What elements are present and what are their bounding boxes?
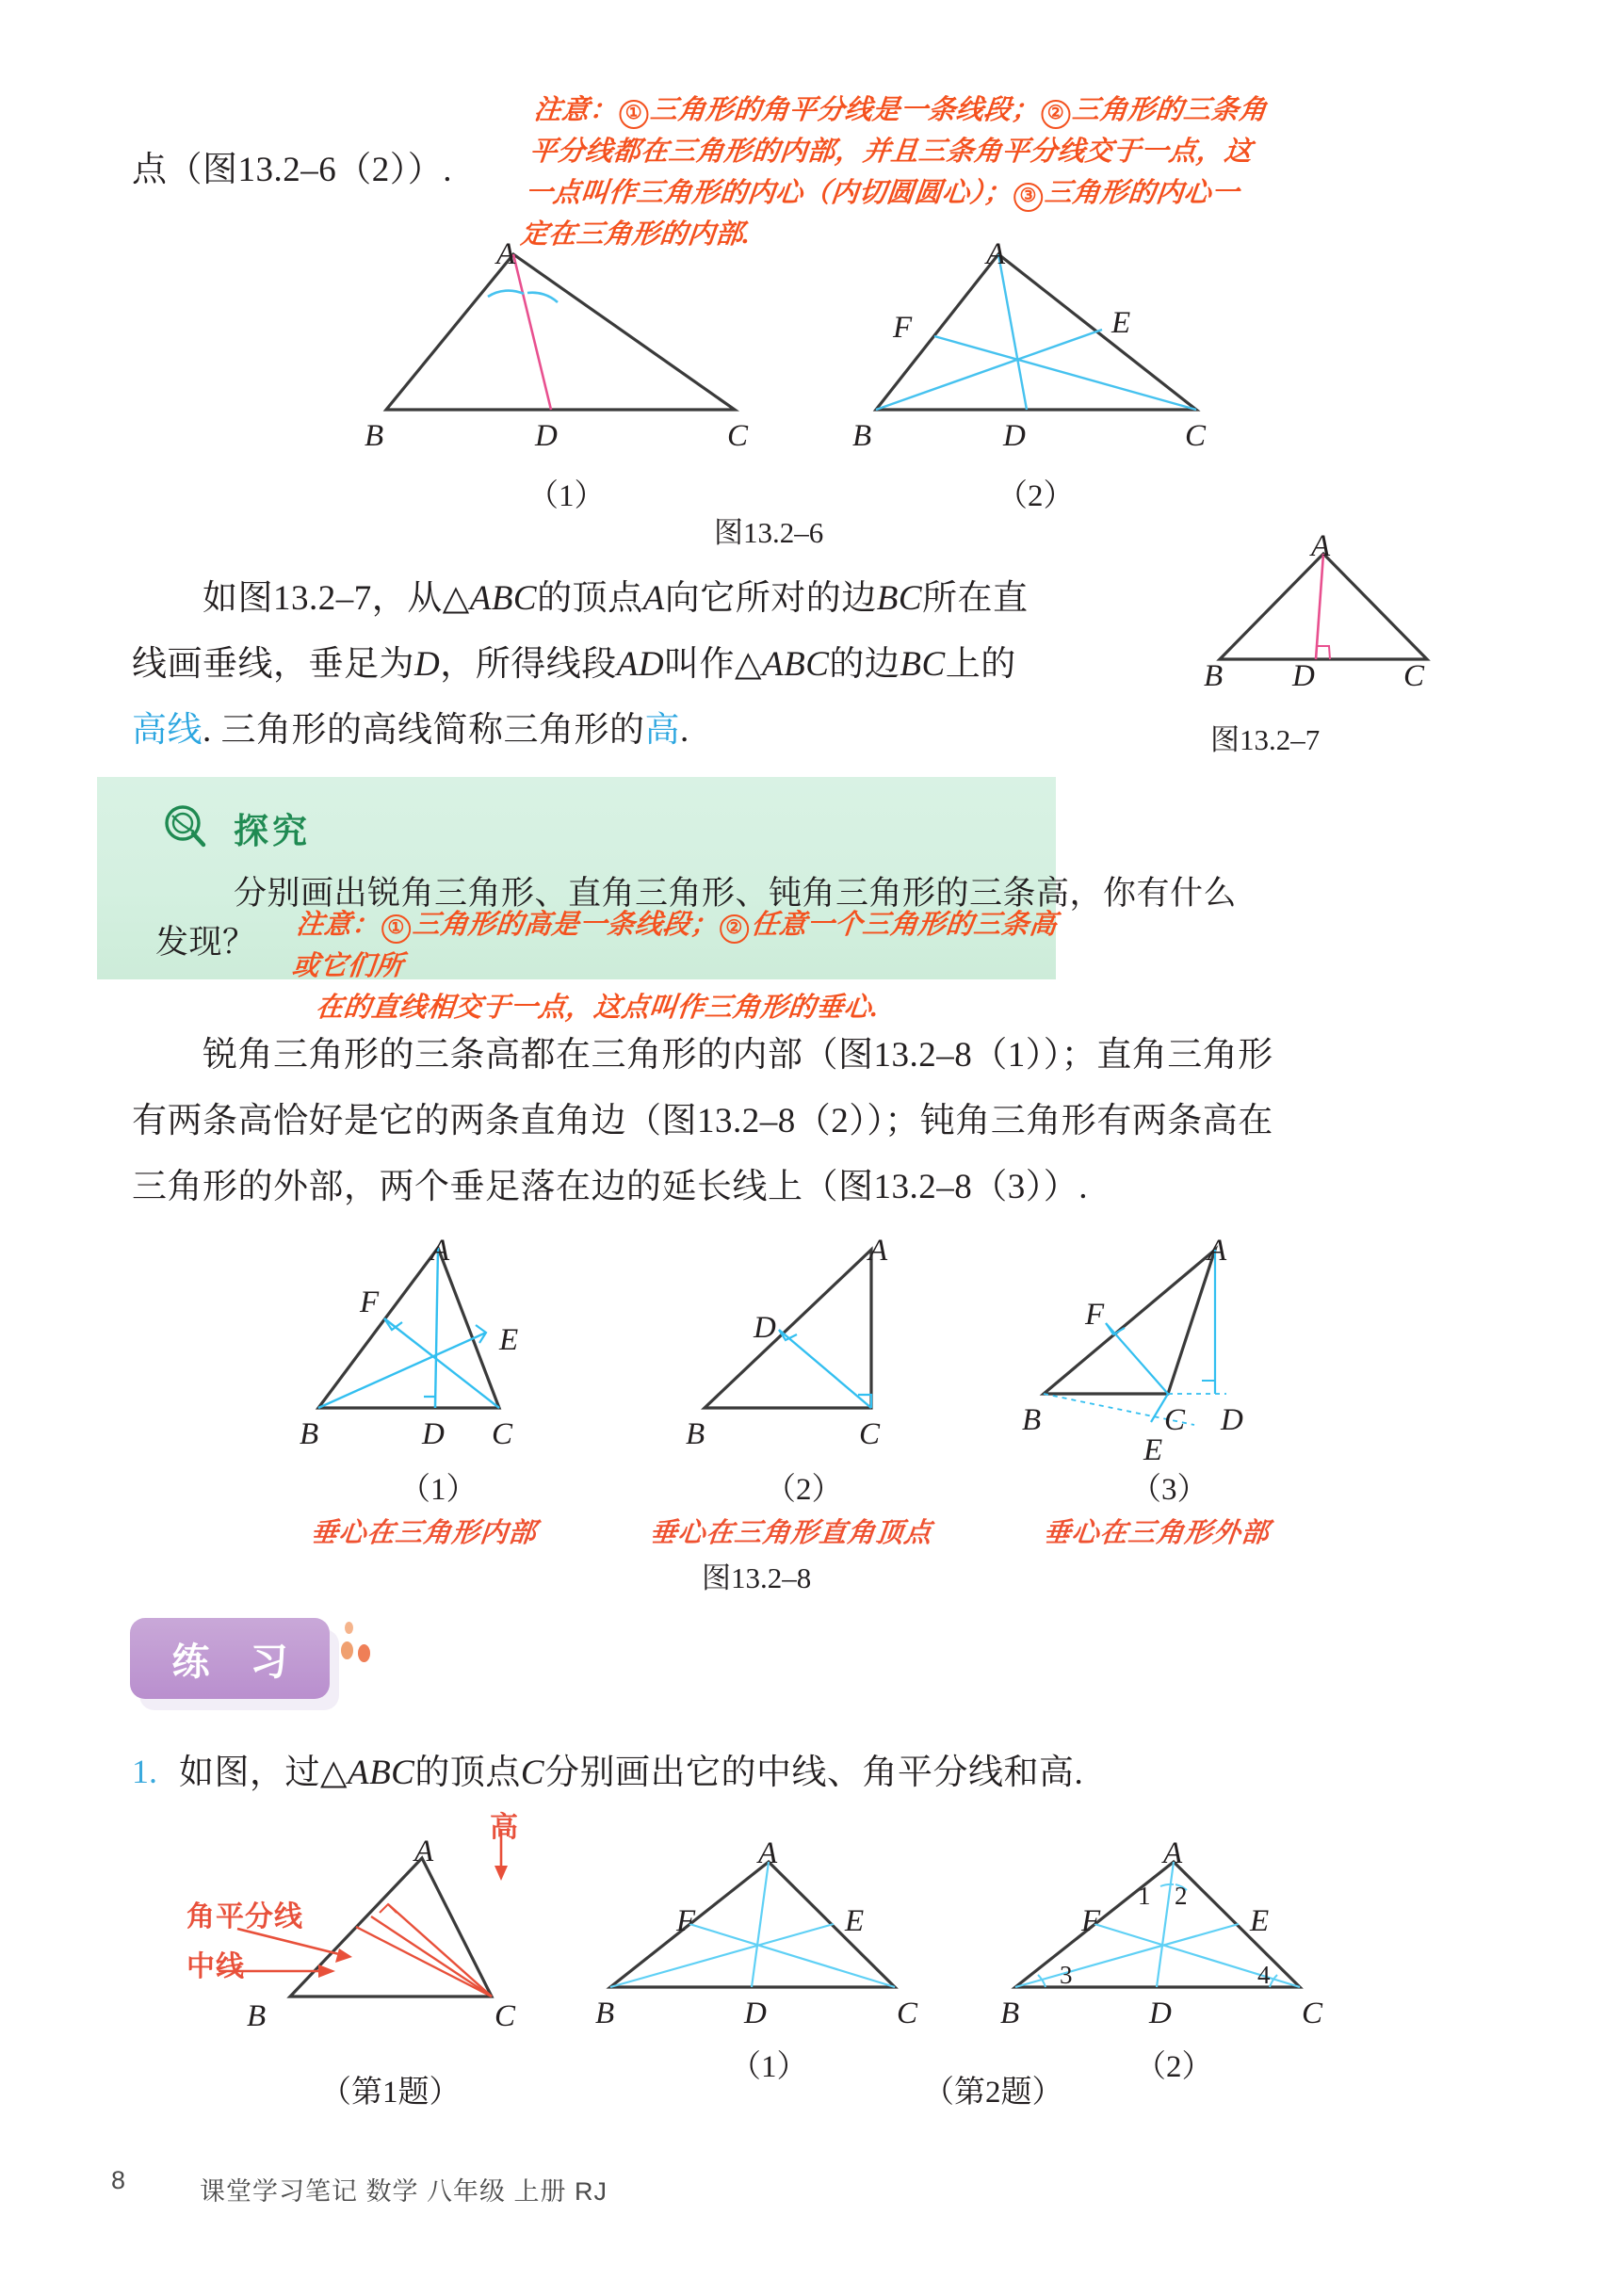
q2-1-label-C: C	[897, 1997, 918, 2030]
hp-1e: 向它所对的边	[664, 579, 877, 618]
q1-d: C	[520, 1754, 545, 1792]
figure-13-2-8-caption: 图13.2–8	[702, 1561, 812, 1594]
q2-2-label-A: A	[1163, 1836, 1183, 1870]
q2-2-angle-3: 3	[1060, 1961, 1073, 1989]
hp-1b: ABC	[469, 579, 538, 618]
question-2-diagram-2	[998, 1832, 1319, 2020]
hp-3c-keyword: 高	[644, 711, 680, 750]
q1-label-B: B	[247, 1999, 267, 2033]
figure-13-2-8-redcaption-1: 垂心在三角形内部	[309, 1518, 539, 1548]
en-mid: 三角形的高是一条线段；	[411, 910, 721, 940]
figure-13-2-8-diagram-1	[301, 1229, 612, 1436]
hp-2e: 叫作△	[664, 645, 763, 684]
hp-1c: 的顶点	[537, 579, 643, 618]
hp-2b: D	[414, 645, 441, 684]
figure-13-2-6-diagram-1	[358, 231, 754, 438]
vertex-label-A-2: A	[986, 237, 1006, 271]
q2-2-angle-4: 4	[1257, 1961, 1271, 1989]
en-post: 任意一个三角形的三条高或它们所	[290, 910, 1059, 981]
explore-title: 探究	[234, 812, 311, 850]
explore-body-line-2: 发现？	[155, 924, 256, 961]
hp-2a: 线画垂线，垂足为	[132, 645, 414, 684]
practice-badge: 练 习	[130, 1618, 330, 1699]
cases-paragraph-line-1: 锐角三角形的三条高都在三角形的内部（图13.2–8（1））；直角三角形	[203, 1036, 1273, 1075]
f1328-2-label-A: A	[868, 1234, 888, 1268]
question-1-number: 1.	[132, 1753, 157, 1790]
footer-text: 课堂学习笔记 数学 八年级 上册 RJ	[200, 2177, 608, 2206]
q2-1-label-D: D	[744, 1997, 767, 2030]
figure-13-2-6-sublabel-1: （1）	[527, 479, 606, 513]
f1328-2-label-C: C	[859, 1417, 881, 1451]
f1328-3-label-C: C	[1164, 1403, 1186, 1437]
q2-2-angle-2: 2	[1175, 1882, 1188, 1910]
vertex-label-B-2: B	[852, 419, 872, 453]
height-paragraph-line-2	[132, 636, 1016, 694]
f1328-3-label-A: A	[1208, 1234, 1227, 1268]
q2-1-label-E: E	[845, 1904, 865, 1938]
figure-13-2-7-caption: 图13.2–7	[1210, 723, 1321, 756]
circled-number-2: ②	[1041, 100, 1070, 129]
f1328-2-label-D: D	[754, 1311, 776, 1345]
q1-label-C: C	[494, 1999, 516, 2033]
note-seg-1: 三角形的角平分线是一条线段；	[648, 95, 1042, 125]
question-2-sublabel-1: （1）	[730, 2050, 808, 2084]
q2-2-label-F: F	[1081, 1904, 1101, 1938]
handwritten-note-explore	[285, 904, 1062, 1028]
vertex-label-C: C	[727, 419, 749, 453]
hp-1f: BC	[876, 579, 922, 618]
q1-annotation-bisector: 角平分线	[186, 1901, 303, 1932]
explore-note-line-1	[290, 904, 1062, 987]
note-line-2: 平分线都在三角形的内部，并且三条角平分线交于一点，这	[527, 137, 1255, 167]
f1328-1-label-C: C	[492, 1417, 513, 1451]
explore-note-line-2: 在的直线相交于一点，这点叫作三角形的垂心.	[314, 993, 881, 1023]
hp-2h: BC	[900, 645, 946, 684]
decor-dot-2	[341, 1641, 353, 1659]
figure-13-2-8-sublabel-2: （2）	[765, 1473, 843, 1507]
vertex-label-D: D	[535, 419, 558, 453]
f1328-3-label-F: F	[1085, 1298, 1105, 1332]
figure-13-2-8-sublabel-1: （1）	[399, 1473, 478, 1507]
fig1327-label-A: A	[1311, 529, 1331, 563]
hp-2i: 上的	[945, 645, 1016, 684]
figure-13-2-8-redcaption-2: 垂心在三角形直角顶点	[648, 1518, 934, 1548]
f1328-2-label-B: B	[686, 1417, 705, 1451]
q2-2-angle-1: 1	[1138, 1882, 1151, 1910]
figure-13-2-6-sublabel-2: （2）	[997, 479, 1075, 513]
vertex-label-B: B	[365, 419, 384, 453]
q2-1-label-A: A	[758, 1836, 778, 1870]
vertex-label-D-2: D	[1003, 419, 1026, 453]
fig1327-label-D: D	[1292, 659, 1315, 693]
vertex-label-E-2: E	[1111, 306, 1131, 340]
circled-number-3: ③	[1013, 183, 1043, 212]
vertex-label-C-2: C	[1185, 419, 1207, 453]
question-2-caption: （第2题）	[923, 2076, 1063, 2110]
circled-number-2-explore: ②	[720, 914, 749, 944]
note-line-4: 定在三角形的内部.	[519, 219, 753, 250]
q2-2-label-B: B	[1000, 1997, 1020, 2030]
decor-dot-3	[358, 1644, 370, 1662]
f1328-1-label-F: F	[360, 1285, 380, 1319]
hp-2d: AD	[616, 645, 665, 684]
figure-13-2-8-diagram-2	[688, 1229, 970, 1436]
q2-2-label-C: C	[1302, 1997, 1323, 2030]
hp-1g: 所在直	[922, 579, 1029, 618]
en-prefix: 注意：	[294, 910, 381, 940]
hp-3b: . 三角形的高线简称三角形的	[203, 711, 645, 750]
question-1-caption: （第1题）	[320, 2076, 461, 2110]
continuation-text: 点（图13.2–6（2））.	[132, 151, 452, 189]
q1-annotation-median: 中线	[186, 1951, 245, 1982]
q1-label-A: A	[414, 1835, 434, 1868]
hp-1d: A	[642, 579, 665, 618]
hp-3d: .	[680, 711, 689, 750]
note-prefix: 注意：	[532, 95, 620, 125]
hp-2c: ，所得线段	[440, 645, 617, 684]
question-1-text	[179, 1744, 1083, 1803]
q1-b: ABC	[347, 1754, 415, 1792]
magnifier-icon	[160, 802, 209, 851]
q2-1-label-F: F	[676, 1904, 696, 1938]
q1-c: 的顶点	[414, 1754, 521, 1792]
f1328-3-label-E: E	[1143, 1433, 1163, 1467]
vertex-label-A: A	[496, 237, 516, 271]
f1328-3-label-B: B	[1022, 1403, 1042, 1437]
question-2-diagram-1	[593, 1832, 914, 2020]
f1328-1-label-B: B	[300, 1417, 319, 1451]
question-2-sublabel-2: （2）	[1135, 2050, 1213, 2084]
f1328-1-label-A: A	[430, 1234, 450, 1268]
q2-1-label-B: B	[595, 1997, 615, 2030]
hp-2g: 的边	[829, 645, 900, 684]
note-seg-2: 三角形的三条角	[1070, 95, 1269, 125]
hp-2f: ABC	[762, 645, 830, 684]
f1328-3-label-D: D	[1221, 1403, 1243, 1437]
cases-paragraph-line-2: 有两条高恰好是它的两条直角边（图13.2–8（2））；钝角三角形有两条高在	[132, 1102, 1273, 1140]
q1-e: 分别画出它的中线、角平分线和高.	[544, 1754, 1084, 1792]
figure-13-2-8-redcaption-3: 垂心在三角形外部	[1042, 1518, 1272, 1548]
fig1327-label-B: B	[1204, 659, 1224, 693]
figure-13-2-8-sublabel-3: （3）	[1130, 1473, 1208, 1507]
explore-body-line-1: 分别画出锐角三角形、直角三角形、钝角三角形的三条高，你有什么	[234, 875, 1238, 912]
q1-a: 如图，过△	[179, 1754, 348, 1792]
q1-annotation-height: 高	[490, 1812, 519, 1843]
f1328-1-label-E: E	[499, 1323, 519, 1357]
circled-number-1-explore: ①	[381, 914, 411, 944]
height-paragraph-line-3	[132, 702, 689, 760]
note-line-1	[532, 89, 1516, 131]
vertex-label-F-2: F	[893, 311, 913, 345]
q2-2-label-E: E	[1250, 1904, 1270, 1938]
note-seg-3: 一点叫作三角形的内心（内切圆圆心）；	[524, 178, 1013, 208]
note-line-3	[523, 172, 1507, 214]
f1328-1-label-D: D	[422, 1417, 445, 1451]
hp-3a-keyword: 高线	[132, 711, 203, 750]
note-seg-4: 三角形的内心一	[1043, 178, 1241, 208]
cases-paragraph-line-3: 三角形的外部，两个垂足落在边的延长线上（图13.2–8（3））.	[132, 1168, 1088, 1206]
page-number: 8	[111, 2166, 127, 2194]
figure-13-2-6-caption: 图13.2–6	[714, 516, 824, 549]
height-paragraph-line-1	[203, 570, 1029, 628]
circled-number-1: ①	[619, 100, 648, 129]
fig1327-label-C: C	[1403, 659, 1425, 693]
decor-dot-1	[345, 1622, 353, 1634]
hp-1a: 如图13.2–7，从△	[203, 579, 470, 618]
q2-2-label-D: D	[1149, 1997, 1172, 2030]
